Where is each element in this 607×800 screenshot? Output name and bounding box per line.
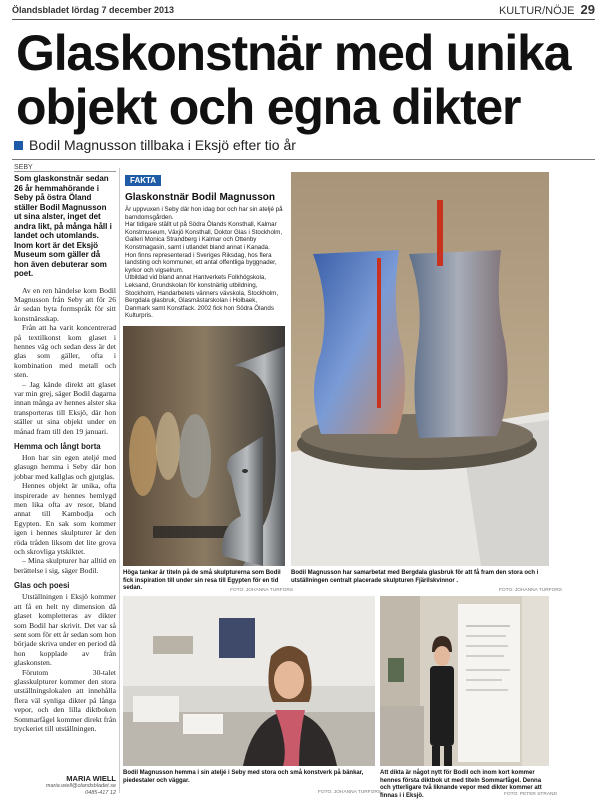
- article-lead: Som glaskonstnär sedan 26 år hemmahörande i Seby på östra Öland ställer Bodil Magnusson ut sina alster, inget det andra likt, på många håll i landet och utomlands. Inom kort är det Eksjö Museum som gäller då hon även debuterar som poet.: [14, 174, 112, 278]
- masthead-newspaper-date: Ölandsbladet lördag 7 december 2013: [12, 5, 175, 15]
- crosshead: Glas och poesi: [14, 581, 70, 591]
- fakta-title: Glaskonstnär Bodil Magnusson: [125, 192, 276, 203]
- credit-glass-sculpture: FOTO: JOHANNA TURFORS: [499, 588, 562, 593]
- subhead: [14, 137, 296, 153]
- section-label: KULTUR/NÖJE: [498, 5, 575, 17]
- fakta-label: FAKTA: [125, 175, 161, 186]
- fakta-text: [125, 206, 283, 320]
- fakta-box: [125, 170, 283, 321]
- byline: [14, 774, 116, 797]
- masthead: [12, 2, 595, 20]
- subhead-text: Bodil Magnusson tillbaka i Eksjö efter tio år: [29, 137, 296, 153]
- crosshead: Hemma och långt borta: [14, 442, 101, 451]
- paragraph: Hennes objekt är unika, ofta inspirerade av hennes hemlygd men lika ofta av resor, bland annat till Kambodja och Egypten. En sak som kommer igen i hennes skulpturer är den röda tråden liksom det lite grova och skrovliga ytskiktet.: [14, 481, 116, 557]
- byline-name: MARIA WIELL: [66, 774, 116, 783]
- paragraph: – Jag kände direkt att glaset var min grej, säger Bodil dagarna innan många av hennes alster ska transporteras till Eksjö, där hon ställer ut sina objekt under en månad fram till den 19 januari.: [14, 379, 116, 436]
- credit-faces: FOTO: JOHANNA TURFORS: [230, 588, 293, 593]
- fakta-paragraph: Har tidigare ställt ut på Södra Ölands Konsthall, Kalmar Konstmuseum, Växjö Konsthall, Doktor Glas i Stockholm, Galleri Monica Strandberg i Kalmar och Ottenby Konstmagasin, samt i utlandet bland annat i Kanada.: [125, 221, 283, 251]
- fakta-paragraph: Är uppvuxen i Seby där hon idag bor och har sin ateljé på barndomsgården.: [125, 206, 283, 221]
- photo-glass-sculpture: [291, 172, 549, 566]
- paragraph: Från att ha varit koncentrerad på textilkonst kom glaset i hennes väg och sedan dess är det glas som gäller, ofta i kombination med metall och sten.: [14, 323, 116, 380]
- byline-email: maria.wiell@olandsbladet.se: [45, 783, 116, 789]
- dateline: SEBY: [14, 164, 116, 172]
- page-number: 29: [580, 2, 595, 17]
- caption-glass-sculpture: Bodil Magnusson har samarbetat med Bergdala glasbruk för att få fram den stora och i utställningen centralt placerade skulpturen Fjärilskvinnor .: [291, 570, 539, 584]
- headline: Glaskonstnär med unika objekt och egna dikter: [16, 25, 571, 135]
- paragraph: Förutom 30-talet glasskulpturer kommer den stora utställningslokalen att innehålla flera väl synliga dikter på långa vepor, och den lilla diktboken Sommarfågel kommer direkt från tryckeriet till utställningen.: [14, 667, 116, 733]
- photo-studio-portrait: [123, 596, 375, 766]
- caption-poem-banner: Att dikta är något nytt för Bodil och inom kort kommer hennes första diktbok ut med titeln Sommarfågel. Denna och ytterligare två liknande vepor med dikter kommer att finnas i i Eksjö.: [380, 770, 542, 799]
- credit-studio: FOTO: JOHANNA TURFORS: [318, 790, 381, 795]
- photo-poem-banner: [380, 596, 549, 766]
- column-rule: [119, 168, 120, 793]
- paragraph: Utställningen i Eksjö kommer att få en helt ny dimension då glaset kompletteras av dikter som Bodil har skrivit. Det var så sent som för ett år sedan som hon började skriva under en period då hon kopplade av från glaskonsten.: [14, 592, 116, 668]
- square-bullet-icon: [14, 141, 23, 150]
- caption-studio: Bodil Magnusson hemma i sin ateljé i Seby med stora och små konstverk på bänkar, piedestaler och väggar.: [123, 770, 364, 784]
- paragraph: Hon har sin egen ateljé med glasugn hemma i Seby där hon jobbar med kallglas och gjutglas.: [14, 453, 116, 481]
- paragraph: Av en ren händelse kom Bodil Magnusson från Seby att för 26 år sedan byta formspråk för sitt konstnärsskap.: [14, 285, 116, 323]
- paragraph: – Mina skulpturer har alltid en berättelse i sig, säger Bodil.: [14, 556, 116, 575]
- article-column: [14, 164, 116, 733]
- article-body: [14, 286, 116, 734]
- fakta-paragraph: Utbildad vid bland annat Hantverkets Folkhögskola, Leksand, Grundskolan för konstnärlig utbildning, Stockholm, Handarbetets vänners vävskola, Stockholm, Bergdala glasbruk, Glasmästarskolan i Holbaek, Danmark samt Konstfack. 2002 fick hon Södra Ölands Kulturpris.: [125, 274, 279, 320]
- photo-faces-sculptures: [123, 326, 285, 566]
- headline-divider: [12, 159, 595, 160]
- caption-faces: Höga tankar är titeln på de små skulpturerna som Bodil fick inspiration till under sin resa till Egypten för en tid sedan.: [123, 570, 281, 591]
- masthead-section: [499, 2, 595, 17]
- fakta-paragraph: Hon finns representerad i Sveriges Riksdag, hos flera landsting och kommuner, ett antal offentliga byggnader, kyrkor och vigselrum.: [125, 251, 277, 274]
- credit-poem-banner: FOTO: PETER STRAND: [504, 792, 557, 797]
- byline-phone: 0485-417 12: [85, 790, 116, 796]
